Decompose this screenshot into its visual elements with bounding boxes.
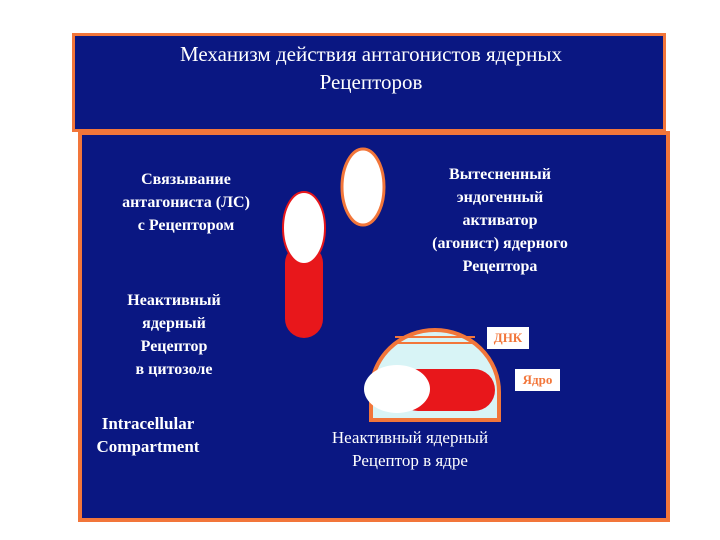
- intracellular-label: Intracellular Compartment: [96, 414, 200, 456]
- nuclear-antagonist-cap: [364, 365, 430, 413]
- nucleus-label: Ядро: [515, 369, 560, 391]
- antagonist-cap: [283, 192, 325, 264]
- cytosol-receptor: [283, 192, 325, 338]
- dna-label: ДНК: [487, 327, 529, 349]
- displaced-activator-label: Вытесненный эндогенный активатор (агонист) ядерного Рецептора: [432, 166, 568, 275]
- inactive-nucleus-label: Неактивный ядерный Рецептор в ядре: [331, 428, 489, 470]
- slide-title-line1: Механизм действия антагонистов ядерных: [179, 42, 563, 66]
- nucleus: [364, 330, 499, 420]
- inactive-cytosol-label: Неактивный ядерный Рецептор в цитозоле: [127, 292, 221, 378]
- slide-title-line2: Рецепторов: [319, 70, 423, 94]
- displaced-agonist: [342, 149, 384, 225]
- binding-label: Связывание антагониста (ЛС) с Рецептором: [122, 171, 250, 234]
